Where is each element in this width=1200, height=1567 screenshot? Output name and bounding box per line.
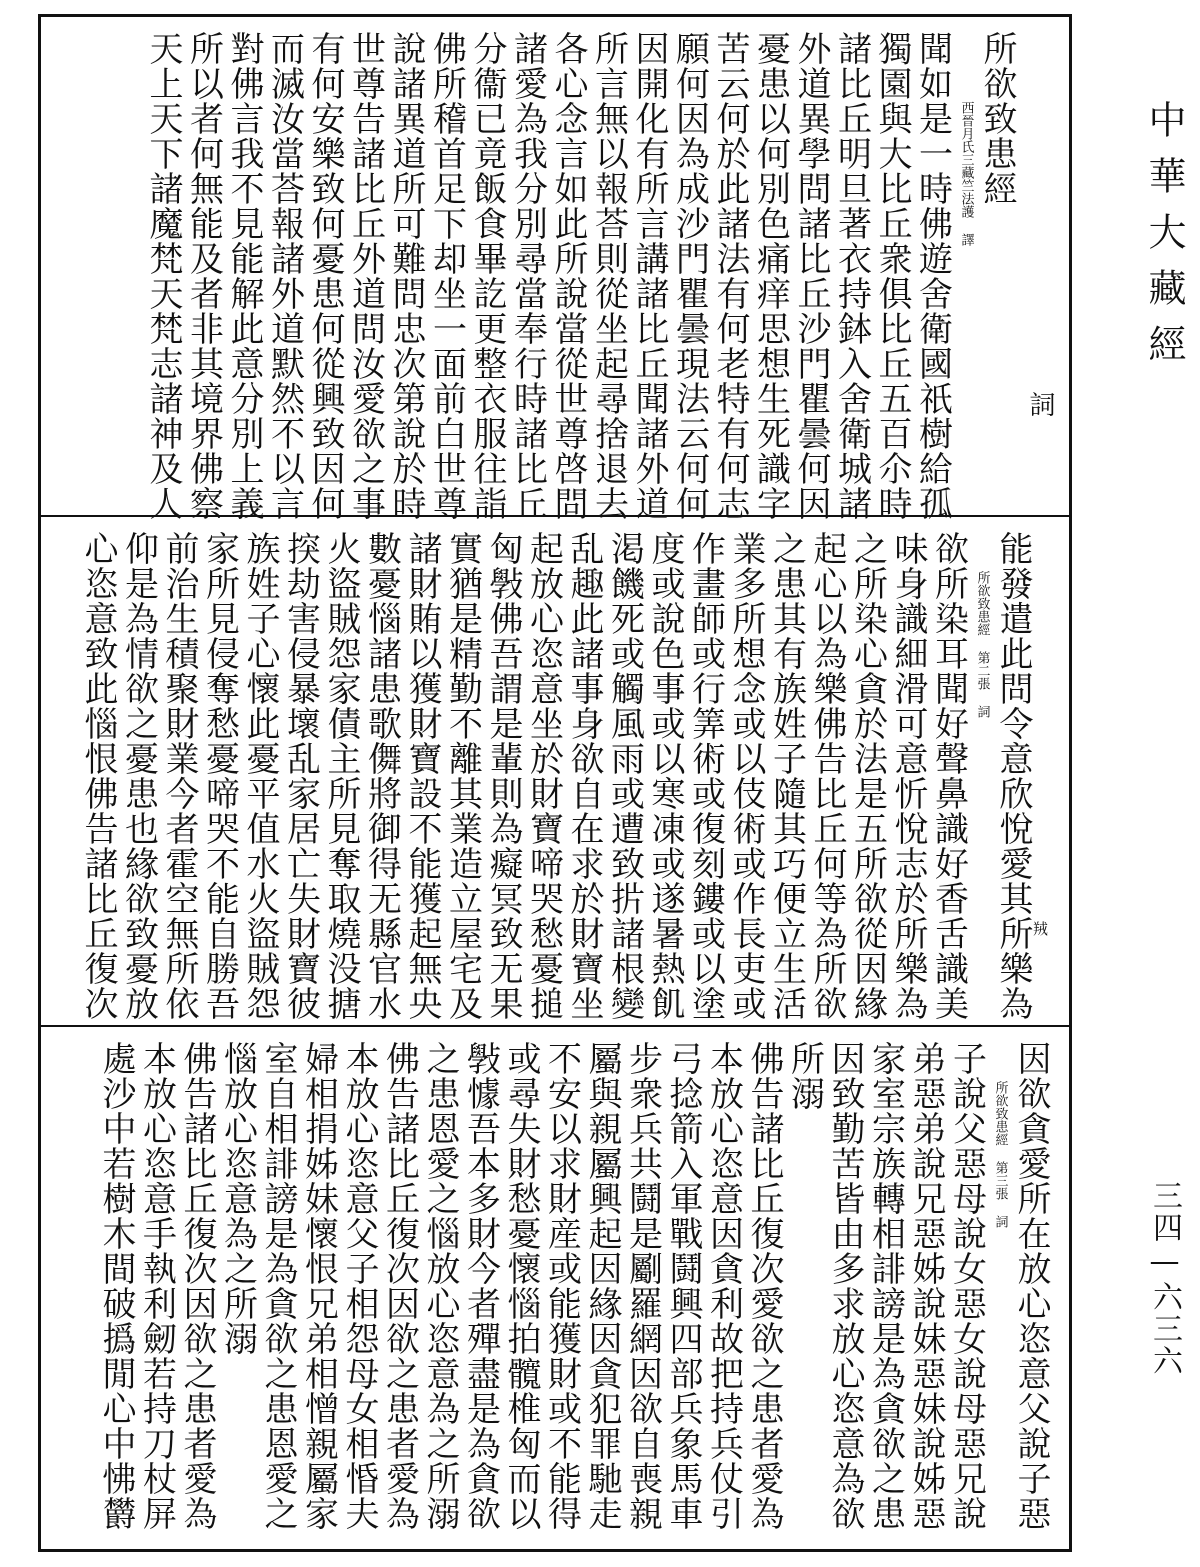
text-column: 步衆兵共鬪是劚羅網因欲自喪親: [622, 1041, 663, 1531]
text-column: 憂患以何別色痛痒思想生死識字: [750, 31, 791, 521]
text-column: 起心以為樂佛告比丘何等為所欲: [807, 531, 847, 1021]
text-column: 天上天下諸魔梵天梵志諸神及人: [143, 31, 183, 521]
text-column: 業多所想念或以伎術或作長吏或: [726, 531, 766, 1021]
text-column: 佛所稽首足下却坐一面前白世尊: [426, 31, 467, 521]
text-column: 度或說色事或以寒凍或遂暑熱飢: [645, 531, 685, 1021]
text-column: 家所見侵奪愁憂啼哭不能自勝吾: [199, 531, 240, 1021]
text-column: 有何安樂致何憂患何從興致因何: [305, 31, 345, 521]
text-column: 苦云何於此諸法有何老特有何志: [710, 31, 750, 521]
text-column: 諸比丘明旦著衣持鉢入舍衛城諸: [831, 31, 872, 521]
text-column: 起放心恣意坐於財寶啼哭愁憂搥: [523, 531, 564, 1021]
text-column: 外道異學問諸比丘沙門瞿曇何因: [791, 31, 831, 521]
text-column: 佛告諸比丘復次因欲之患者愛為: [379, 1041, 420, 1531]
page-number: 三四—六三六: [1147, 1180, 1182, 1377]
text-column: 婦相捐姊妹懷恨兄弟相憎親屬家: [298, 1041, 339, 1531]
text-column: 渇饑死或觸風雨或遭致扸諸根變: [604, 531, 645, 1021]
text-column: 聞如是一時佛遊舍衛國祇樹給孤: [912, 31, 953, 521]
text-column: 斅懅吾本多財今者殫盡是為貪欲: [460, 1041, 501, 1531]
translator-line: 西晉月氏三藏竺法護 譯: [958, 101, 974, 246]
text-column: 而滅汝當荅報諸外道默然不以言: [264, 31, 305, 521]
page-frame: [38, 14, 1072, 1552]
text-column: 乱趣此諸事身欲自在求於財寶坐: [564, 531, 604, 1021]
text-column: 因欲貪愛所在放心恣意父說子惡: [1011, 1041, 1051, 1531]
text-column: 仰是為情欲之憂患也緣欲致憂放: [118, 531, 159, 1021]
text-column: 味身識細滑可意忻悅志於所樂為: [888, 531, 928, 1021]
text-column: 分衞已竟飯食畢訖更整衣服往詣: [467, 31, 507, 521]
text-column: 火盜賊怨家債主所見奪取燒没搪: [321, 531, 361, 1021]
text-column: 因開化有所言講諸比丘聞諸外道: [629, 31, 669, 521]
text-column: 本放心恣意手執利劒若持刀杖屏: [136, 1041, 177, 1531]
text-column: 弟惡弟說兄惡姊說妹惡妹說姊惡: [906, 1041, 946, 1531]
panel-middle: [41, 517, 1069, 1027]
text-column: 族姓子心懷此憂平值水火盜賊怨: [240, 531, 280, 1021]
text-column: 或尋失財愁憂懷惱拍髖椎匈而以: [501, 1041, 541, 1531]
text-column: 所以者何無能及者非其境界佛察: [183, 31, 224, 521]
text-column: 弓捻箭入軍戰鬪興四部兵象馬車: [663, 1041, 703, 1531]
text-column: 各心念言如此所說當從世尊啓問: [548, 31, 588, 521]
text-column: 數憂惱諸患歌儛將御得无縣官水: [361, 531, 402, 1021]
text-column: 揬劫害侵暴壞乱家居亡失財寶彼: [280, 531, 321, 1021]
text-column: 之患恩愛之惱放心恣意為之所溺: [420, 1041, 460, 1531]
text-column: 能發遣此問令意欣悅愛其所樂為: [993, 531, 1033, 1021]
text-column: 本放心恣意父子相怨母女相惛夫: [339, 1041, 379, 1531]
text-column: 世尊告諸比丘外道問汝愛欲之事: [345, 31, 386, 521]
text-column: 欲所染耳聞好聲鼻識好香舌識美: [928, 531, 969, 1021]
text-column: 不安以求財産或能獲財或不能得: [541, 1041, 582, 1531]
text-column: 對佛言我不見能解此意分別上義: [224, 31, 264, 521]
text-column: 心恣意致此惱恨佛告諸比丘復次: [78, 531, 118, 1021]
page-header: 所欲致患經 第二張 詞: [974, 571, 990, 718]
text-column: 所溺: [784, 1041, 825, 1111]
text-column: 所言無以報荅則從坐起尋捨退去: [588, 31, 629, 521]
panel-lower: [41, 1027, 1069, 1549]
text-column: 獨園與大比丘衆俱比丘五百尒時: [872, 31, 912, 521]
text-column: 佛告諸比丘復次因欲之患者愛為: [177, 1041, 217, 1531]
text-column: 說諸異道所可難問忠次第說於時: [386, 31, 426, 521]
register-mark: 羢: [1031, 921, 1049, 936]
text-column: 諸愛為我分別尋當奉行時諸比丘: [507, 31, 548, 521]
text-column: 惱放心恣意為之所溺: [217, 1041, 258, 1356]
text-column: 因致勤苦皆由多求放心恣意為欲: [825, 1041, 865, 1531]
panel-upper: [41, 17, 1069, 521]
register-mark: 詞: [1025, 391, 1055, 417]
text-column: 前治生積聚財業今者霍空無所依: [159, 531, 199, 1021]
text-column: 願何因為成沙門瞿曇現法云何何: [669, 31, 710, 521]
text-column: 家室宗族轉相誹謗是為貪欲之患: [865, 1041, 906, 1531]
text-column: 室自相誹謗是為貪欲之患恩愛之: [258, 1041, 298, 1531]
text-column: 匈斅佛吾謂是輩則為癡冥致无果: [483, 531, 523, 1021]
text-column: 本放心恣意因貪利故把持兵仗引: [703, 1041, 744, 1531]
text-column: 屬與親屬興起因緣因貪犯罪馳走: [582, 1041, 622, 1531]
text-column: 之所染心貪於法是五所欲從因緣: [847, 531, 888, 1021]
sutra-title: 所欲致患經: [977, 31, 1017, 206]
text-column: 佛告諸比丘復次愛欲之患者愛為: [744, 1041, 784, 1531]
page-header: 所欲致患經 第三張 詞: [992, 1081, 1008, 1228]
text-column: 諸財賄以獲財寶設不能獲起無央: [402, 531, 442, 1021]
text-column: 子說父惡母說女惡女說母惡兄說: [946, 1041, 987, 1531]
text-column: 之患其有族姓子隨其巧便立生活: [766, 531, 807, 1021]
collection-title: 中華大藏經: [1142, 100, 1186, 380]
text-column: 實猶是精勤不離其業造立屋宅及: [442, 531, 483, 1021]
text-column: 處沙中若樹木間破撝閒心中怫欝: [96, 1041, 136, 1531]
text-column: 作畫師或行筭術或復刻鏤或以塗: [685, 531, 726, 1021]
